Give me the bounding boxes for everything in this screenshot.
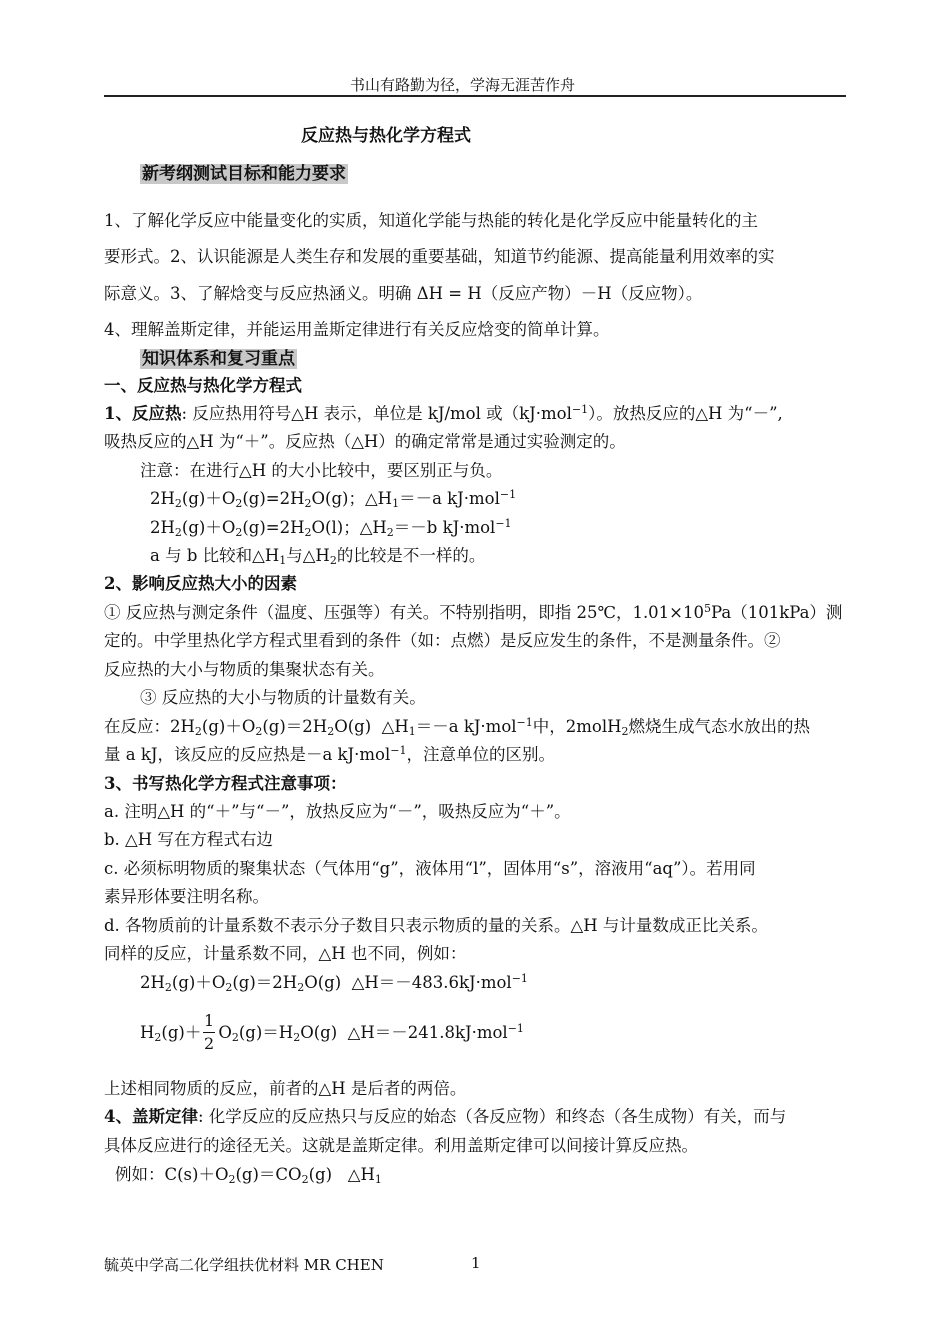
objective-text: 1、了解化学反应中能量变化的实质，知道化学能与热能的转化是化学反应中能量转化的主 (104, 211, 758, 230)
factor-example: 在反应：$2H_2(g)+O_2(g)=2H_2O(g)$ $\triangle H_1=-a$ kJ·mol$^{-1}$中，2molH$_2$燃烧生成气态水放出的热 (104, 716, 810, 738)
section-heading-objectives: 新考纲测试目标和能力要求 (142, 164, 346, 184)
item-heading: 3、书写热化学方程式注意事项： (104, 774, 347, 793)
hess-law-text: 4、盖斯定律: 化学反应的反应热只与反应的始态（各反应物）和终态（各生成物）有关，而与 (104, 1107, 787, 1126)
header-motto: 书山有路勤为径，学海无涯苦作舟 (350, 76, 576, 94)
rule-text: a. 注明△H 的“＋”与“－”，放热反应为“－”，吸热反应为“＋”。 (104, 802, 571, 821)
footer-text: 毓英中学高二化学组扶优材料 MR CHEN (104, 1256, 384, 1274)
factor-example: 量 a kJ，该反应的反应热是－a kJ·mol$^{-1}$，注意单位的区别。 (104, 744, 555, 764)
part-heading: 一、反应热与热化学方程式 (104, 376, 302, 395)
note-text: 注意：在进行△H 的大小比较中，要区别正与负。 (140, 461, 503, 480)
header-divider (104, 95, 846, 97)
objective-text: 4、理解盖斯定律，并能运用盖斯定律进行有关反应焓变的简单计算。 (104, 320, 610, 339)
document-title: 反应热与热化学方程式 (301, 126, 471, 146)
rule-text: c. 必须标明物质的聚集状态（气体用“g”，液体用“l”，固体用“s”，溶液用“aq”）。若用同 (104, 859, 756, 878)
equation-1: $2H_2(g)+O_2(g)=2H_2O(g)$；$\triangle H_1=-a$ kJ·mol$^{-1}$ (150, 488, 517, 510)
reaction-heat-definition: 吸热反应的△H 为“＋”。反应热（△H）的确定常常是通过实验测定的。 (104, 432, 626, 451)
rule-text: d. 各物质前的计量系数不表示分子数目只表示物质的量的关系。△H 与计量数成正比关系。 (104, 916, 768, 935)
factor-text: ① 反应热与测定条件（温度、压强等）有关。不特别指明，即指 25℃，$1.01\times 10^5Pa(101kPa)$测 (104, 602, 843, 622)
item-heading: 2、影响反应热大小的因素 (104, 574, 297, 593)
rule-text: b. △H 写在方程式右边 (104, 830, 273, 849)
rule-text: 同样的反应，计量系数不同，△H 也不同，例如： (104, 944, 467, 963)
hess-example: 例如：$C(s)+O_2(g)=CO_2(g)$ $\triangle H_1$ (115, 1165, 382, 1186)
equation-2: $2H_2(g)+O_2(g)=2H_2O(l)$；$\triangle H_2=-b$ kJ·mol$^{-1}$ (150, 517, 512, 539)
objective-text: 际意义。3、了解焓变与反应热涵义。明确 ΔH = H（反应产物）－H（反应物）。 (104, 284, 703, 303)
page-number: 1 (471, 1254, 481, 1272)
equation-3: $2H_2(g)+O_2(g)=2H_2O(g)$ △H＝－483.6kJ·mol$^{-1}$ (140, 972, 528, 994)
factor-text: ③ 反应热的大小与物质的计量数有关。 (140, 688, 426, 707)
hess-law-text: 具体反应进行的途径无关。这就是盖斯定律。利用盖斯定律可以间接计算反应热。 (104, 1136, 698, 1155)
fraction-one-half: $\frac{1}{2}$ (204, 1011, 215, 1053)
comparison-note: a 与 b 比较和$\triangle H_1$与$\triangle H_2$的比较是不一样的。 (150, 546, 486, 567)
objective-text: 要形式。2、认识能源是人类生存和发展的重要基础，知道节约能源、提高能量利用效率的实 (104, 247, 775, 266)
reaction-heat-definition: 1、反应热: 反应热用符号△H 表示，单位是 kJ/mol 或（kJ·mol$^{-1}$）。放热反应的△H 为“－”, (104, 403, 783, 423)
section-heading-knowledge: 知识体系和复习重点 (142, 349, 295, 369)
conclusion-text: 上述相同物质的反应，前者的△H 是后者的两倍。 (104, 1079, 467, 1098)
equation-4: $H_2(g)+ O_2(g)=H_2O(g)$ △H＝－241.8kJ·mol$^{-1}$ (140, 1022, 524, 1044)
rule-text: 素异形体要注明名称。 (104, 887, 269, 906)
factor-text: 反应热的大小与物质的集聚状态有关。 (104, 660, 385, 679)
factor-text: 定的。中学里热化学方程式里看到的条件（如：点燃）是反应发生的条件，不是测量条件。② (104, 631, 781, 650)
